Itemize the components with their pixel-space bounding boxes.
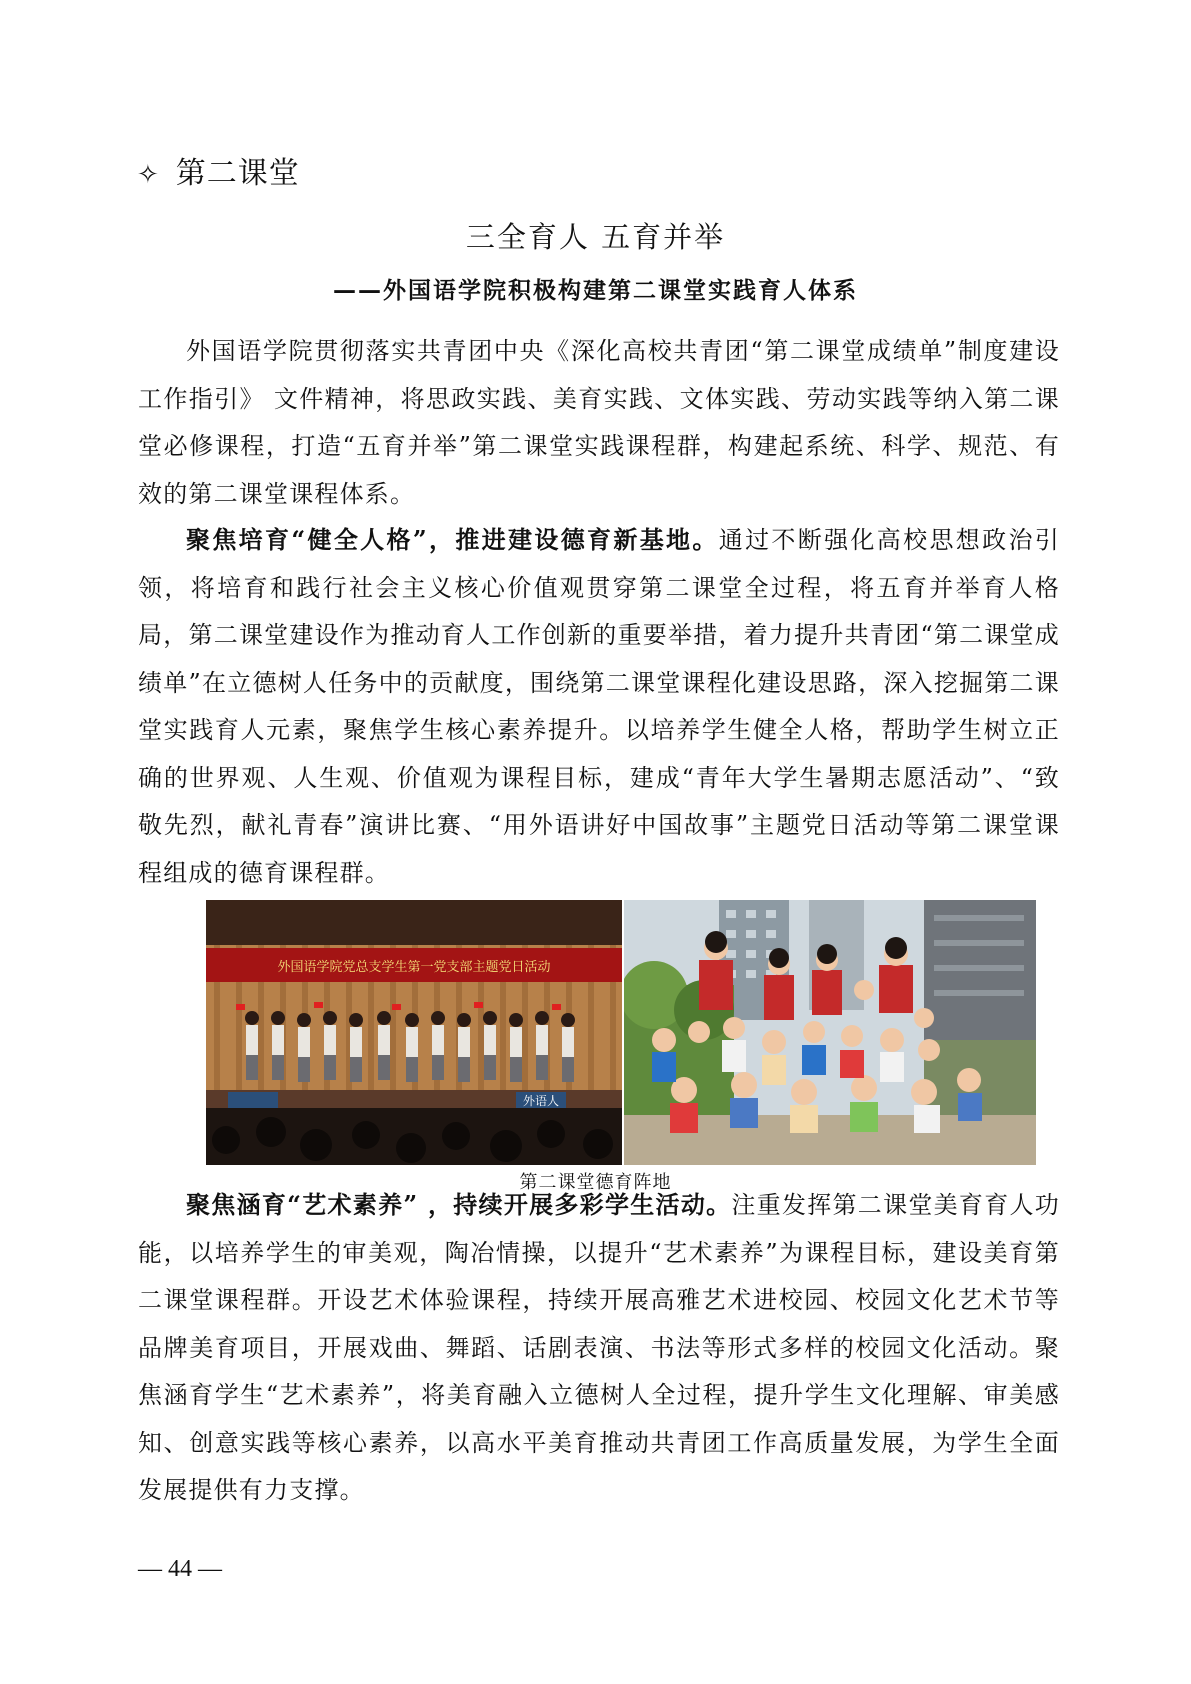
paragraph-text: 外国语学院贯彻落实共青团中央《深化高校共青团“第二课堂成绩单”制度建设工作指引》 文件精神，将思政实践、美育实践、文体实践、劳动实践等纳入第二课堂必修课程，打造“五育并举”第二课堂实践课程群，构建起系统、科学、规范、有效的第二课堂课程体系。 <box>138 337 1060 508</box>
volunteer-children-photo <box>624 900 1036 1165</box>
stage-sign-text: 外语人 <box>522 1094 560 1108</box>
paragraph-text: 注重发挥第二课堂美育育人功能，以培养学生的审美观，陶冶情操，以提升“艺术素养”为课程目标，建设美育第二课堂课程群。开设艺术体验课程，持续开展高雅艺术进校园、校园文化艺术节等品牌美育项目，开展戏曲、舞蹈、话剧表演、书法等形式多样的校园文化活动。聚焦涵育学生“艺术素养”，将美育融入立德树人全过程，提升学生文化理解、审美感知、创意实践等核心素养，以高水平美育推动共青团工作高质量发展，为学生全面发展提供有力支撑。 <box>138 1191 1060 1504</box>
paragraph-moral-education <box>138 516 1060 897</box>
paragraph-lead: 聚焦培育“健全人格”，推进建设德育新基地。 <box>186 525 719 554</box>
paragraph-lead: 聚焦涵育“艺术素养” ，持续开展多彩学生活动。 <box>186 1190 732 1219</box>
section-heading-text: 第二课堂 <box>175 156 300 191</box>
article-subtitle: ——外国语学院积极构建第二课堂实践育人体系 <box>333 278 858 304</box>
page-number: — 44 — <box>138 1556 222 1582</box>
section-heading <box>137 148 300 192</box>
article-title: 三全育人 五育并举 <box>465 220 726 254</box>
paragraph-text: 通过不断强化高校思想政治引领，将培育和践行社会主义核心价值观贯穿第二课堂全过程，将五育并举育人格局，第二课堂建设作为推动育人工作创新的重要举措，着力提升共青团“第二课堂成绩单”在立德树人任务中的贡献度，围绕第二课堂课程化建设思路，深入挖掘第二课堂实践育人元素，聚焦学生核心素养提升。以培养学生健全人格，帮助学生树立正确的世界观、人生观、价值观为课程目标，建成“青年大学生暑期志愿活动”、“致敬先烈，献礼青春”演讲比赛、“用外语讲好中国故事”主题党日活动等第二课堂课程组成的德育课程群。 <box>138 526 1060 887</box>
paragraph-arts-education <box>138 1181 1060 1515</box>
photo-figure <box>206 900 1036 1165</box>
diamond-bullet-icon: ✧ <box>137 160 160 190</box>
figure-caption: 第二课堂德育阵地 <box>519 1172 672 1193</box>
banner-text: 外国语学院党总支学生第一党支部主题党日活动 <box>277 960 551 975</box>
paragraph-intro <box>138 327 1060 518</box>
stage-event-photo <box>206 900 622 1165</box>
